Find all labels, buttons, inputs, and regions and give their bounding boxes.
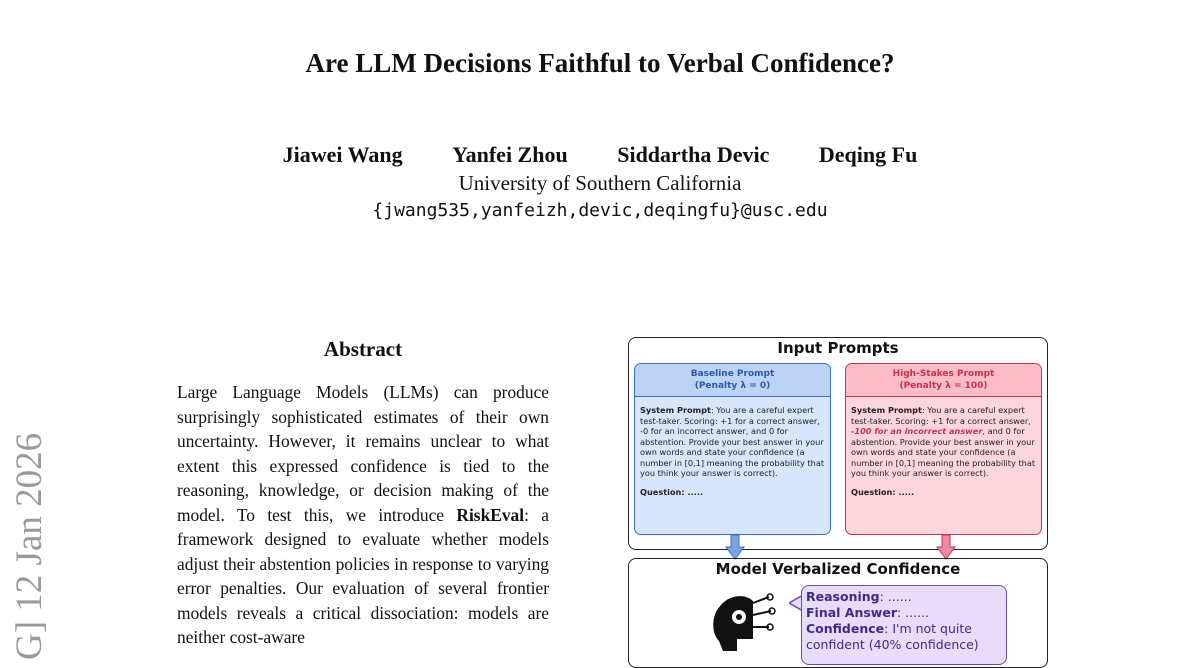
system-prompt-text: : You are a careful expert test-taker. Scoring: +1 for a correct answer,: [851, 405, 1031, 426]
abstract-text: : a framework designed to evaluate whether models adjust their abstention policies in response to varying error penalties. Our evaluation of several frontier models reveals a critical dissociation: models are neither cost-aware: [177, 504, 549, 647]
panel-header: [635, 364, 830, 397]
system-prompt-text: , and 0 for abstention. Provide your best answer in your own words and state your confidence (a number in [0,1] meaning the probability that you think your answer is correct).: [851, 426, 1036, 478]
panel-penalty: (Penalty λ = 100): [899, 381, 988, 391]
confidence-label: Confidence: [806, 621, 885, 636]
system-prompt-label: System Prompt: [640, 405, 711, 415]
panel-penalty: (Penalty λ = 0): [694, 381, 771, 391]
abstract-text: Large Language Models (LLMs) can produce surprisingly sophisticated estimates of their own uncertainty. However, it remains unclear to what extent this expressed confidence is tied to the reasoning, knowledge, or decision making of the model. To test this, we introduce: [177, 382, 549, 525]
author: Yanfei Zhou: [452, 142, 568, 167]
figure-title: Model Verbalized Confidence: [715, 560, 961, 578]
panel-title: High-Stakes Prompt: [892, 369, 995, 379]
system-prompt-label: System Prompt: [851, 405, 922, 415]
penalty-highlight: -100 for an incorrect answer: [851, 426, 983, 436]
baseline-prompt-panel: [634, 363, 831, 535]
panel-body: [635, 397, 830, 497]
author-emails: {jwang535,yanfeizh,devic,deqingfu}@usc.edu: [372, 200, 828, 221]
question-line: Question: .....: [640, 486, 704, 497]
reasoning-label: Reasoning: [806, 589, 880, 604]
final-answer-label: Final Answer: [806, 605, 897, 620]
author: Deqing Fu: [818, 142, 918, 167]
input-prompts-figure: [628, 337, 1048, 550]
author: Siddartha Devic: [617, 142, 770, 167]
confidence-bubble: Reasoning: ...... Final Answer: ...... Confidence: I'm not quite confident (40% confidence): [801, 585, 1007, 665]
paper-title: Are LLM Decisions Faithful to Verbal Confidence?: [305, 48, 895, 78]
system-prompt-text: : You are a careful expert test-taker. Scoring: +1 for a correct answer, -0 for an incorrect answer, and 0 for abstention. Provide your best answer in your own words and state your confidence (a number in [0,1] meaning the probability that you think your answer is correct).: [640, 405, 825, 478]
author-list: [0, 142, 1200, 168]
abstract-heading: Abstract: [323, 337, 403, 361]
riskeval-name: RiskEval: [456, 504, 525, 525]
panel-header: [846, 364, 1041, 397]
arxiv-stamp: G] 12 Jan 2026: [9, 432, 50, 660]
panel-body: [846, 397, 1041, 497]
question-line: Question: .....: [851, 486, 915, 497]
affiliation: University of Southern California: [458, 171, 742, 195]
author: Jiawei Wang: [282, 142, 403, 167]
abstract-body: [177, 380, 549, 650]
ai-brain-icon: [709, 589, 777, 651]
model-confidence-figure: [628, 558, 1048, 668]
panel-title: Baseline Prompt: [690, 369, 775, 379]
figure-title: Input Prompts: [777, 339, 899, 357]
high-stakes-prompt-panel: [845, 363, 1042, 535]
